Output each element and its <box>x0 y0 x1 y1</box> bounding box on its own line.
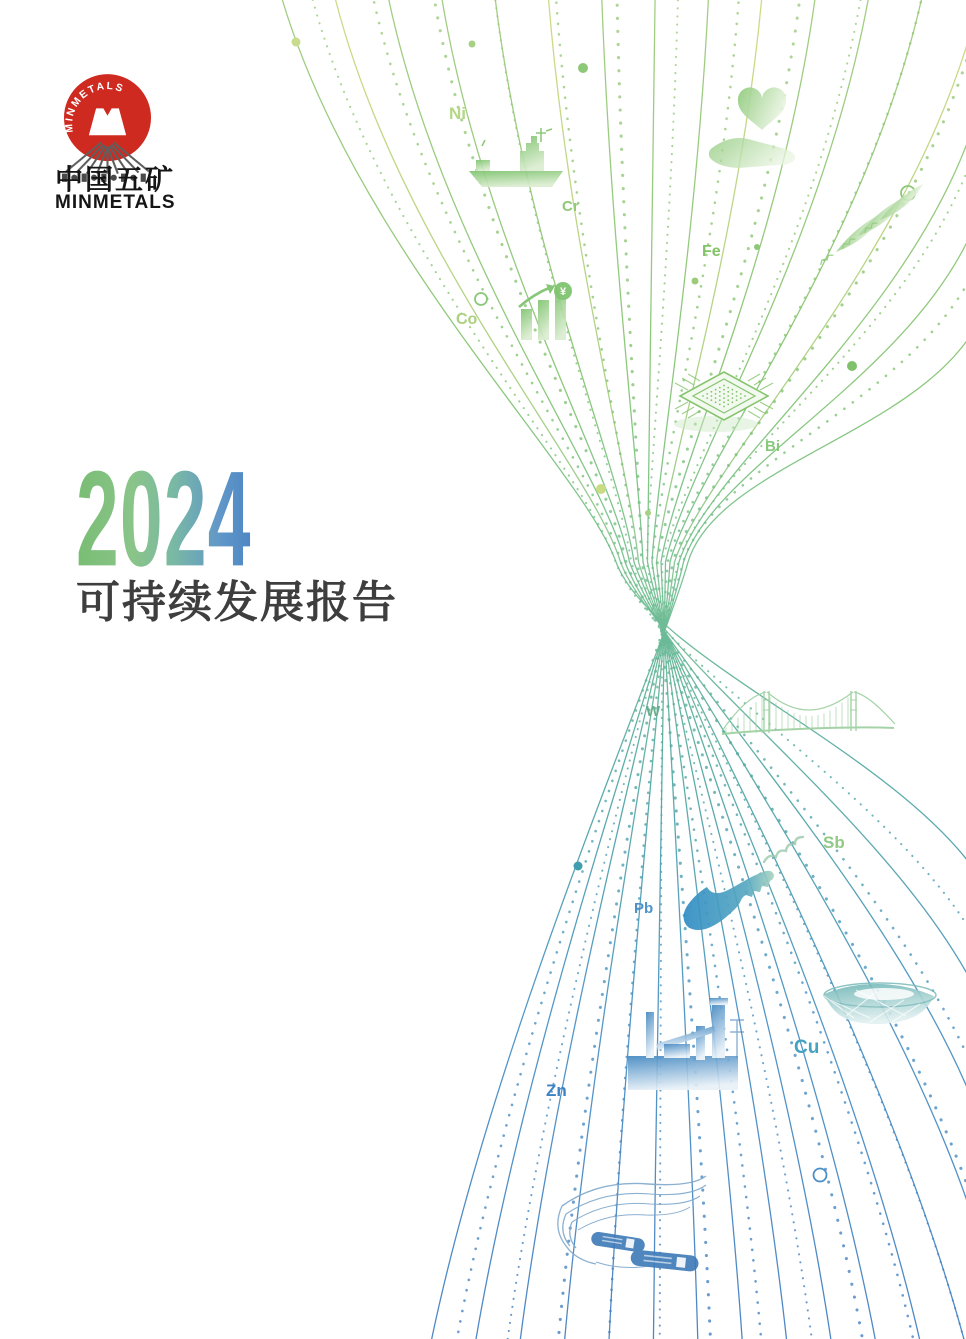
element-label-bi: Bi <box>765 438 780 455</box>
element-label-ni: Ni <box>449 104 466 123</box>
suspension-bridge-icon <box>722 691 895 734</box>
smelter-plant-icon <box>628 998 744 1090</box>
brand-name-english: MINMETALS <box>55 192 176 213</box>
cover-year: 2024 <box>76 443 252 596</box>
yuan-symbol: ¥ <box>559 286 567 298</box>
high-speed-trains-icon <box>817 182 927 267</box>
minmetals-logo <box>45 70 265 213</box>
heart-in-hand-icon <box>709 87 795 168</box>
great-wall-ribbon-icon <box>684 837 803 930</box>
emblem-ring-text: MINMETALS <box>64 80 126 134</box>
semiconductor-chip-icon <box>674 372 773 432</box>
element-label-cu: Cu <box>794 1037 820 1058</box>
brand-name-chinese: 中国五矿 <box>55 164 176 195</box>
stadium-icon <box>824 983 936 1024</box>
element-label-sb: Sb <box>823 833 845 852</box>
open-pit-mine-icon <box>558 1176 706 1272</box>
element-label-pb: Pb <box>634 900 654 917</box>
element-label-cr: Cr <box>562 198 579 215</box>
element-label-fe: Fe <box>702 243 721 260</box>
growth-chart-yuan-icon <box>519 282 572 340</box>
report-title: 可持续发展报告 <box>76 578 398 627</box>
element-label-co: Co <box>456 311 478 328</box>
cargo-ship-icon <box>469 128 563 187</box>
element-label-zn: Zn <box>546 1081 567 1100</box>
element-label-w: W <box>646 703 661 720</box>
